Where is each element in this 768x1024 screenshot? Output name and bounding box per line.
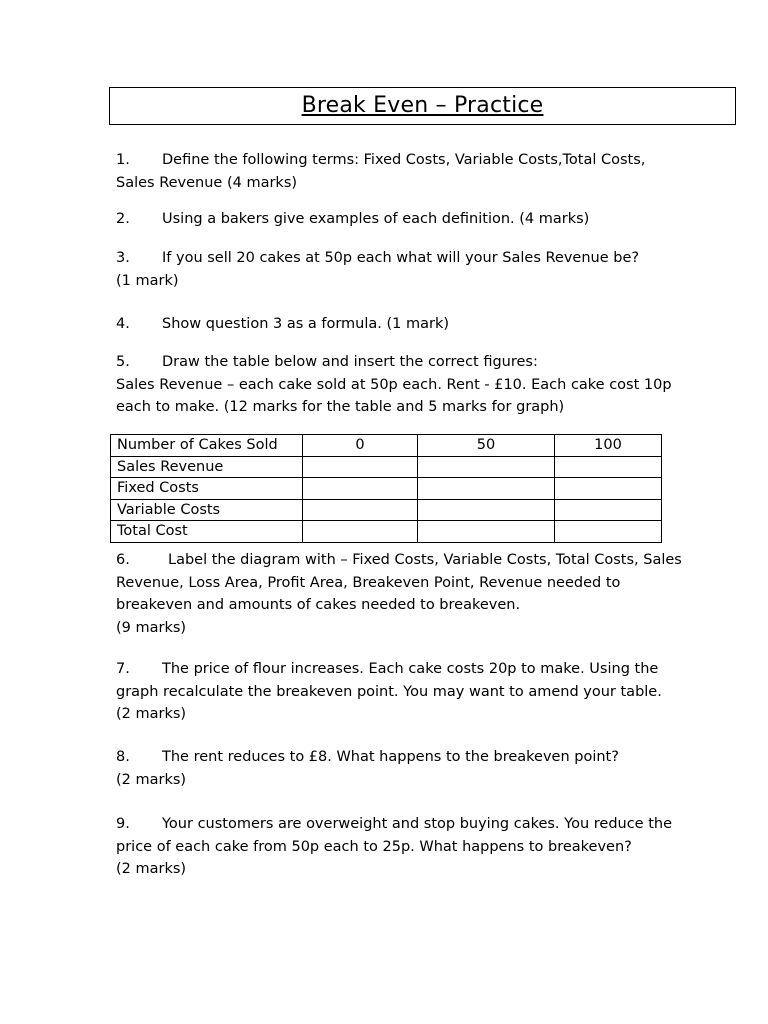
row-label: Fixed Costs xyxy=(111,478,303,500)
table-header-cell: 0 xyxy=(303,435,418,457)
table-row xyxy=(111,521,662,543)
question-7 xyxy=(116,658,736,726)
empty-cell xyxy=(418,521,555,543)
page-title: Break Even – Practice xyxy=(301,93,544,118)
question-text: (2 marks) xyxy=(116,771,187,788)
question-text: Revenue, Loss Area, Profit Area, Breakeven Point, Revenue needed to xyxy=(116,574,621,591)
row-label: Sales Revenue xyxy=(111,456,303,478)
question-number: 9. xyxy=(116,816,130,832)
question-4 xyxy=(116,313,736,336)
table-header-row xyxy=(111,435,662,457)
question-number: 2. xyxy=(116,211,130,227)
question-number: 7. xyxy=(116,661,130,677)
table-row xyxy=(111,456,662,478)
question-3 xyxy=(116,247,736,292)
empty-cell xyxy=(303,478,418,500)
question-number: 4. xyxy=(116,316,130,332)
question-text: If you sell 20 cakes at 50p each what will your Sales Revenue be? xyxy=(162,250,640,266)
empty-cell xyxy=(555,456,662,478)
empty-cell xyxy=(418,456,555,478)
question-text: The price of flour increases. Each cake costs 20p to make. Using the xyxy=(162,661,659,677)
question-6 xyxy=(116,549,736,639)
empty-cell xyxy=(303,456,418,478)
table-header-cell: 100 xyxy=(555,435,662,457)
table-row xyxy=(111,499,662,521)
question-text: (2 marks) xyxy=(116,706,187,722)
empty-cell xyxy=(555,499,662,521)
question-text: breakeven and amounts of cakes needed to breakeven. xyxy=(116,597,521,613)
empty-cell xyxy=(418,478,555,500)
question-text: (9 marks) xyxy=(116,619,187,636)
empty-cell xyxy=(303,521,418,543)
question-text: Sales Revenue (4 marks) xyxy=(116,174,298,191)
question-text: The rent reduces to £8. What happens to the breakeven point? xyxy=(162,749,619,765)
title-box xyxy=(109,87,736,125)
table-row xyxy=(111,478,662,500)
question-1 xyxy=(116,149,736,194)
question-text: Using a bakers give examples of each definition. (4 marks) xyxy=(162,211,590,227)
empty-cell xyxy=(555,521,662,543)
question-text: Show question 3 as a formula. (1 mark) xyxy=(162,316,450,332)
question-text: Draw the table below and insert the correct figures: xyxy=(162,354,538,370)
empty-cell xyxy=(303,499,418,521)
table-header-cell: Number of Cakes Sold xyxy=(111,435,303,457)
question-text: each to make. (12 marks for the table and 5 marks for graph) xyxy=(116,399,565,415)
question-number: 6. xyxy=(116,552,130,568)
row-label: Total Cost xyxy=(111,521,303,543)
question-number: 1. xyxy=(116,152,130,168)
row-label: Variable Costs xyxy=(111,499,303,521)
table-header-cell: 50 xyxy=(418,435,555,457)
question-number: 5. xyxy=(116,354,130,370)
question-5 xyxy=(116,351,736,419)
question-text: (2 marks) xyxy=(116,861,187,877)
empty-cell xyxy=(418,499,555,521)
question-text: Your customers are overweight and stop buying cakes. You reduce the xyxy=(162,816,673,832)
question-9 xyxy=(116,813,736,881)
question-8 xyxy=(116,746,736,791)
question-number: 8. xyxy=(116,749,130,765)
figures-table xyxy=(110,434,662,543)
question-text: Label the diagram with – Fixed Costs, Variable Costs, Total Costs, Sales xyxy=(168,552,682,568)
question-2 xyxy=(116,208,736,231)
question-text: Sales Revenue – each cake sold at 50p each. Rent - £10. Each cake cost 10p xyxy=(116,376,672,393)
question-number: 3. xyxy=(116,250,130,266)
question-text: (1 mark) xyxy=(116,272,179,289)
empty-cell xyxy=(555,478,662,500)
question-text: price of each cake from 50p each to 25p. What happens to breakeven? xyxy=(116,838,632,855)
question-text: graph recalculate the breakeven point. You may want to amend your table. xyxy=(116,683,662,700)
question-text: Define the following terms: Fixed Costs, Variable Costs,Total Costs, xyxy=(162,152,646,168)
